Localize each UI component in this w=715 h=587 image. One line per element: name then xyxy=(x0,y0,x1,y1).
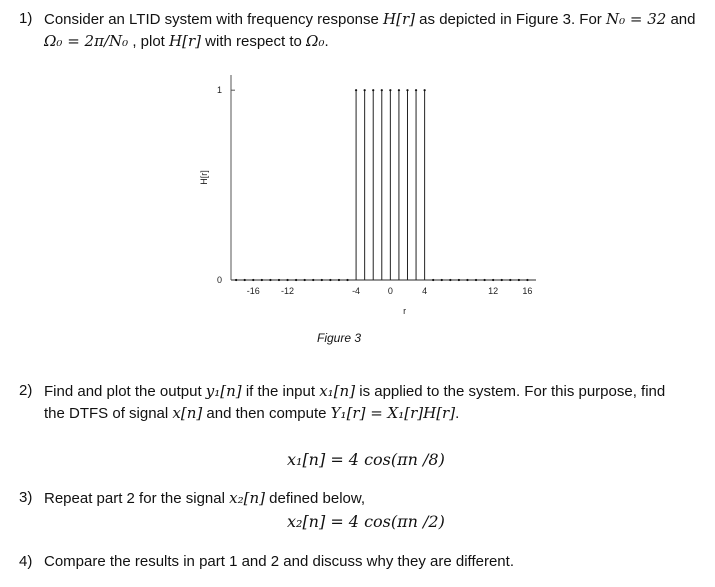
math-expression: Y₁[r] = X₁[r]H[r] xyxy=(330,404,456,422)
stem-marker xyxy=(483,279,485,281)
problem-number: 2) xyxy=(19,382,33,399)
stem-marker xyxy=(424,89,426,91)
stem-marker xyxy=(526,279,528,281)
stem-marker xyxy=(466,279,468,281)
stem-marker xyxy=(244,279,246,281)
stem-marker xyxy=(261,279,263,281)
stem-marker xyxy=(458,279,460,281)
stem-marker xyxy=(492,279,494,281)
stem-marker xyxy=(269,279,271,281)
math-expression: x[n] xyxy=(172,404,203,422)
text-segment: with respect to xyxy=(200,33,307,50)
problem-number: 1) xyxy=(19,10,33,27)
x-axis-label: r xyxy=(403,306,407,316)
figure-caption: Figure 3 xyxy=(317,331,362,345)
equation: x₁[n] = 4 cos(πn /8) xyxy=(287,450,445,469)
stem-marker xyxy=(304,279,306,281)
stem-marker xyxy=(321,279,323,281)
stem-marker xyxy=(389,89,391,91)
problem-number: 4) xyxy=(19,553,33,570)
stem-marker xyxy=(235,279,237,281)
text-segment: and xyxy=(666,11,696,28)
stem-marker xyxy=(398,89,400,91)
stem-marker xyxy=(432,279,434,281)
math-expression: x₁[n] xyxy=(319,382,356,400)
math-expression: N₀ = 32 xyxy=(605,10,667,28)
stem-marker xyxy=(372,89,374,91)
problem-3-line xyxy=(44,489,365,507)
stem-marker xyxy=(501,279,503,281)
stem-marker xyxy=(346,279,348,281)
x-tick-label: -12 xyxy=(281,286,295,296)
stem-marker xyxy=(475,279,477,281)
text-segment: as depicted in Figure 3. For xyxy=(415,11,606,28)
math-expression: Ω₀ xyxy=(306,32,325,50)
stem-marker xyxy=(449,279,451,281)
math-expression: Ω₀ = 2π/N₀ xyxy=(44,32,129,50)
stem-marker xyxy=(518,279,520,281)
x-tick-label: 4 xyxy=(422,286,428,296)
x-tick-label: -4 xyxy=(352,286,361,296)
stem-marker xyxy=(278,279,280,281)
math-expression: H[r] xyxy=(383,10,416,28)
text-segment: Find and plot the output xyxy=(44,383,206,400)
stem-marker xyxy=(381,89,383,91)
text-segment: is applied to the system. For this purpose, find xyxy=(355,383,666,400)
text-segment: defined below, xyxy=(264,490,366,507)
stem-marker xyxy=(415,89,417,91)
stem-marker xyxy=(355,89,357,91)
y-axis-label: H[r] xyxy=(199,170,209,185)
stem-marker xyxy=(286,279,288,281)
text-segment: , plot xyxy=(128,33,170,50)
text-segment: . xyxy=(324,33,329,50)
x-tick-label: -16 xyxy=(246,286,260,296)
y-tick-label: 0 xyxy=(216,275,222,285)
text-segment: the DTFS of signal xyxy=(44,405,173,422)
stem-marker xyxy=(509,279,511,281)
text-segment: Consider an LTID system with frequency response xyxy=(44,11,384,28)
stem-marker xyxy=(329,279,331,281)
problem-2-line xyxy=(44,382,665,400)
text-segment: . xyxy=(455,405,460,422)
stem-marker xyxy=(441,279,443,281)
x-tick-label: 16 xyxy=(522,286,533,296)
stem-marker xyxy=(295,279,297,281)
x-tick-label: 0 xyxy=(387,286,393,296)
problem-number: 3) xyxy=(19,489,33,506)
stem-marker xyxy=(406,89,408,91)
math-expression: H[r] xyxy=(169,32,201,50)
math-expression: y₁[n] xyxy=(205,382,242,400)
text-segment: Compare the results in part 1 and 2 and discuss why they are different. xyxy=(44,553,514,570)
stem-marker xyxy=(312,279,314,281)
text-segment: and then compute xyxy=(202,405,331,422)
problem-2-line xyxy=(44,404,459,422)
problem-4-line xyxy=(44,553,514,570)
text-segment: if the input xyxy=(241,383,320,400)
stem-marker xyxy=(338,279,340,281)
y-tick-label: 1 xyxy=(216,85,222,96)
math-expression: x₂[n] xyxy=(229,489,265,507)
stem-marker xyxy=(364,89,366,91)
stem-marker xyxy=(252,279,254,281)
text-segment: Repeat part 2 for the signal xyxy=(44,490,230,507)
equation: x₂[n] = 4 cos(πn /2) xyxy=(287,512,445,531)
x-tick-label: 12 xyxy=(488,286,499,296)
